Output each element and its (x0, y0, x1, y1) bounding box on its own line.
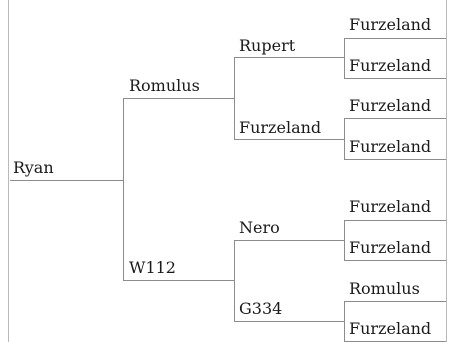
dam-name: W112 (129, 258, 176, 277)
sire-sire-sire-name: Furzeland (349, 15, 432, 34)
sire-dam-name: Furzeland (239, 118, 322, 137)
sire-dam-dam-name: Furzeland (349, 137, 432, 156)
subject-name: Ryan (13, 158, 54, 177)
sire-dam-sire-name: Furzeland (349, 96, 432, 115)
sire-sire-dam-name: Furzeland (349, 56, 432, 75)
dam-dam-dam-name: Furzeland (349, 319, 432, 338)
dam-sire-name: Nero (239, 218, 280, 237)
sire-sire-name: Rupert (239, 36, 296, 55)
dam-dam-name: G334 (239, 299, 283, 318)
dam-sire-sire-name: Furzeland (349, 197, 432, 216)
dam-dam-sire-name: Romulus (349, 279, 420, 298)
sire-name: Romulus (129, 76, 200, 95)
dam-sire-dam-name: Furzeland (349, 238, 432, 257)
